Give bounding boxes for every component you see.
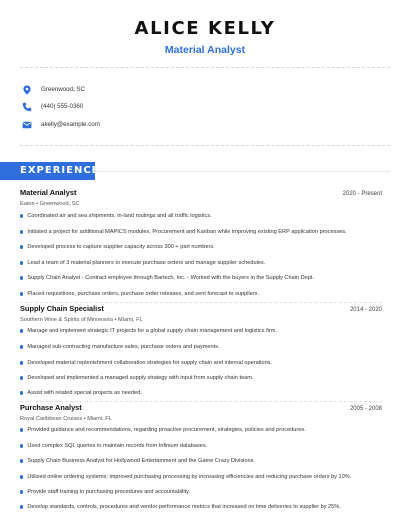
job-entry <box>20 304 382 324</box>
bullet-text: Develop standards, controls, procedures and vendor performance metrics that increased on time deliveries to supplier by 25%. <box>27 504 341 510</box>
job-location: Miami, FL <box>118 317 143 323</box>
list-item <box>20 343 380 351</box>
job-dates: 2014 - 2020 <box>349 307 382 313</box>
section-rule <box>95 171 390 172</box>
bullet-dot <box>20 230 23 233</box>
list-item <box>20 359 380 367</box>
bullet-text: Provided guidance and recommendations, regarding proactive procurement, strategies, policies and procedures. <box>27 427 306 433</box>
section-title-experience: EXPERIENCE <box>20 165 100 176</box>
list-item <box>20 473 380 481</box>
bullet-dot <box>20 345 23 348</box>
bullet-text: Developed material replenishment collaboration strategies for supply chain and internal operations. <box>27 360 273 366</box>
bullet-dot <box>20 490 23 493</box>
bullet-text: Used complex SQL queries to maintain records from Infinium databases. <box>27 443 208 449</box>
list-item <box>20 290 380 298</box>
bullet-dot <box>20 214 23 217</box>
bullet-text: Developed and implemented a managed supply strategy with input from supply chain team. <box>27 375 254 381</box>
job-company-line <box>20 415 382 423</box>
bullet-dot <box>20 292 23 295</box>
bullet-text: Provide staff training in purchasing procedures and accountability. <box>27 489 191 495</box>
bullet-text: Supply Chain Business Analyst for Hollywood Entertainment and the Game Crazy Divisions. <box>27 458 255 464</box>
list-item <box>20 442 380 450</box>
job-company-line <box>20 316 382 324</box>
phone-icon <box>22 102 32 112</box>
list-item <box>20 212 380 220</box>
contact-email[interactable] <box>22 119 382 131</box>
job-dates: 2020 - Present <box>342 191 382 197</box>
bullet-dot <box>20 391 23 394</box>
list-item <box>20 488 380 496</box>
job-location: Miami, FL <box>87 416 112 422</box>
list-item <box>20 327 380 335</box>
separator-dot: • <box>34 201 40 207</box>
bullet-text: Lead a team of 3 material planners to execute purchase orders and manage supplier schedules. <box>27 260 266 266</box>
list-item <box>20 389 380 397</box>
bullet-text: Initiated a project for additional MAPICS modules, Procurement and Kanban while improving existing ERP application processes. <box>27 229 347 235</box>
bullet-dot <box>20 428 23 431</box>
phone-text: (440) 555-0360 <box>41 103 84 110</box>
job-location: Greenwood, SC <box>39 201 80 207</box>
bullet-text: Placed requisitions, purchase orders, purchase order releases, and sent forecast to suppliers. <box>27 291 260 297</box>
list-item <box>20 274 380 282</box>
job-company: Southern Wine & Spirits of Minnesota <box>20 317 113 323</box>
job-divider <box>20 401 382 402</box>
bullet-dot <box>20 459 23 462</box>
job-divider <box>20 302 382 303</box>
job-dates: 2005 - 2008 <box>349 406 382 412</box>
bullet-dot <box>20 444 23 447</box>
list-item <box>20 243 380 251</box>
candidate-role: Material Analyst <box>164 44 246 56</box>
bullet-dot <box>20 505 23 508</box>
bullet-dot <box>20 245 23 248</box>
candidate-name: ALICE KELLY <box>134 18 276 39</box>
bullet-dot <box>20 475 23 478</box>
header-divider <box>20 67 390 68</box>
bullet-text: Manage and implement strategic IT projects for a global supply chain management and logistics firm. <box>27 328 277 334</box>
bullet-text: Coordinated air and sea shipments, in-land routings and all traffic logistics. <box>27 213 212 219</box>
list-item <box>20 259 380 267</box>
location-pin-icon <box>22 85 32 95</box>
bullet-dot <box>20 329 23 332</box>
job-title: Supply Chain Specialist <box>20 304 104 313</box>
list-item <box>20 503 380 511</box>
separator-dot: • <box>112 317 119 323</box>
job-company: Eaton <box>20 201 35 207</box>
email-text[interactable]: akelly@example.com <box>41 121 100 128</box>
job-title: Material Analyst <box>20 188 77 197</box>
bullet-dot <box>20 376 23 379</box>
bullet-dot <box>20 261 23 264</box>
list-item <box>20 228 380 236</box>
bullet-text: Assist with related special projects as needed. <box>27 390 142 396</box>
mail-icon <box>22 120 32 130</box>
list-item <box>20 374 380 382</box>
bullet-dot <box>20 361 23 364</box>
location-text: Greenwood, SC <box>41 86 86 93</box>
bullet-text: Supply Chain Analyst - Contract employee through Bartech, Inc. - Worked with the buyers in the Supply Chain Dept. <box>27 275 314 281</box>
separator-dot: • <box>82 416 88 422</box>
resume-header <box>0 18 410 57</box>
contact-location <box>22 84 382 96</box>
bullet-text: Utilized online ordering systems; improved purchasing processing by increasing efficiencies and reducing purchase orders by 10%. <box>27 474 352 480</box>
job-company-line <box>20 200 382 208</box>
list-item <box>20 426 380 434</box>
job-title: Purchase Analyst <box>20 403 82 412</box>
bullet-dot <box>20 276 23 279</box>
job-entry <box>20 188 382 208</box>
bullet-text: Developed process to capture supplier capacity across 300 + part numbers. <box>27 244 215 250</box>
contact-divider <box>20 145 390 146</box>
bullet-text: Managed sub-contracting manufacture sales, purchase orders and payments. <box>27 344 220 350</box>
job-company: Royal Caribbean Cruises <box>20 416 83 422</box>
list-item <box>20 457 380 465</box>
contact-phone <box>22 101 382 113</box>
job-entry <box>20 403 382 423</box>
